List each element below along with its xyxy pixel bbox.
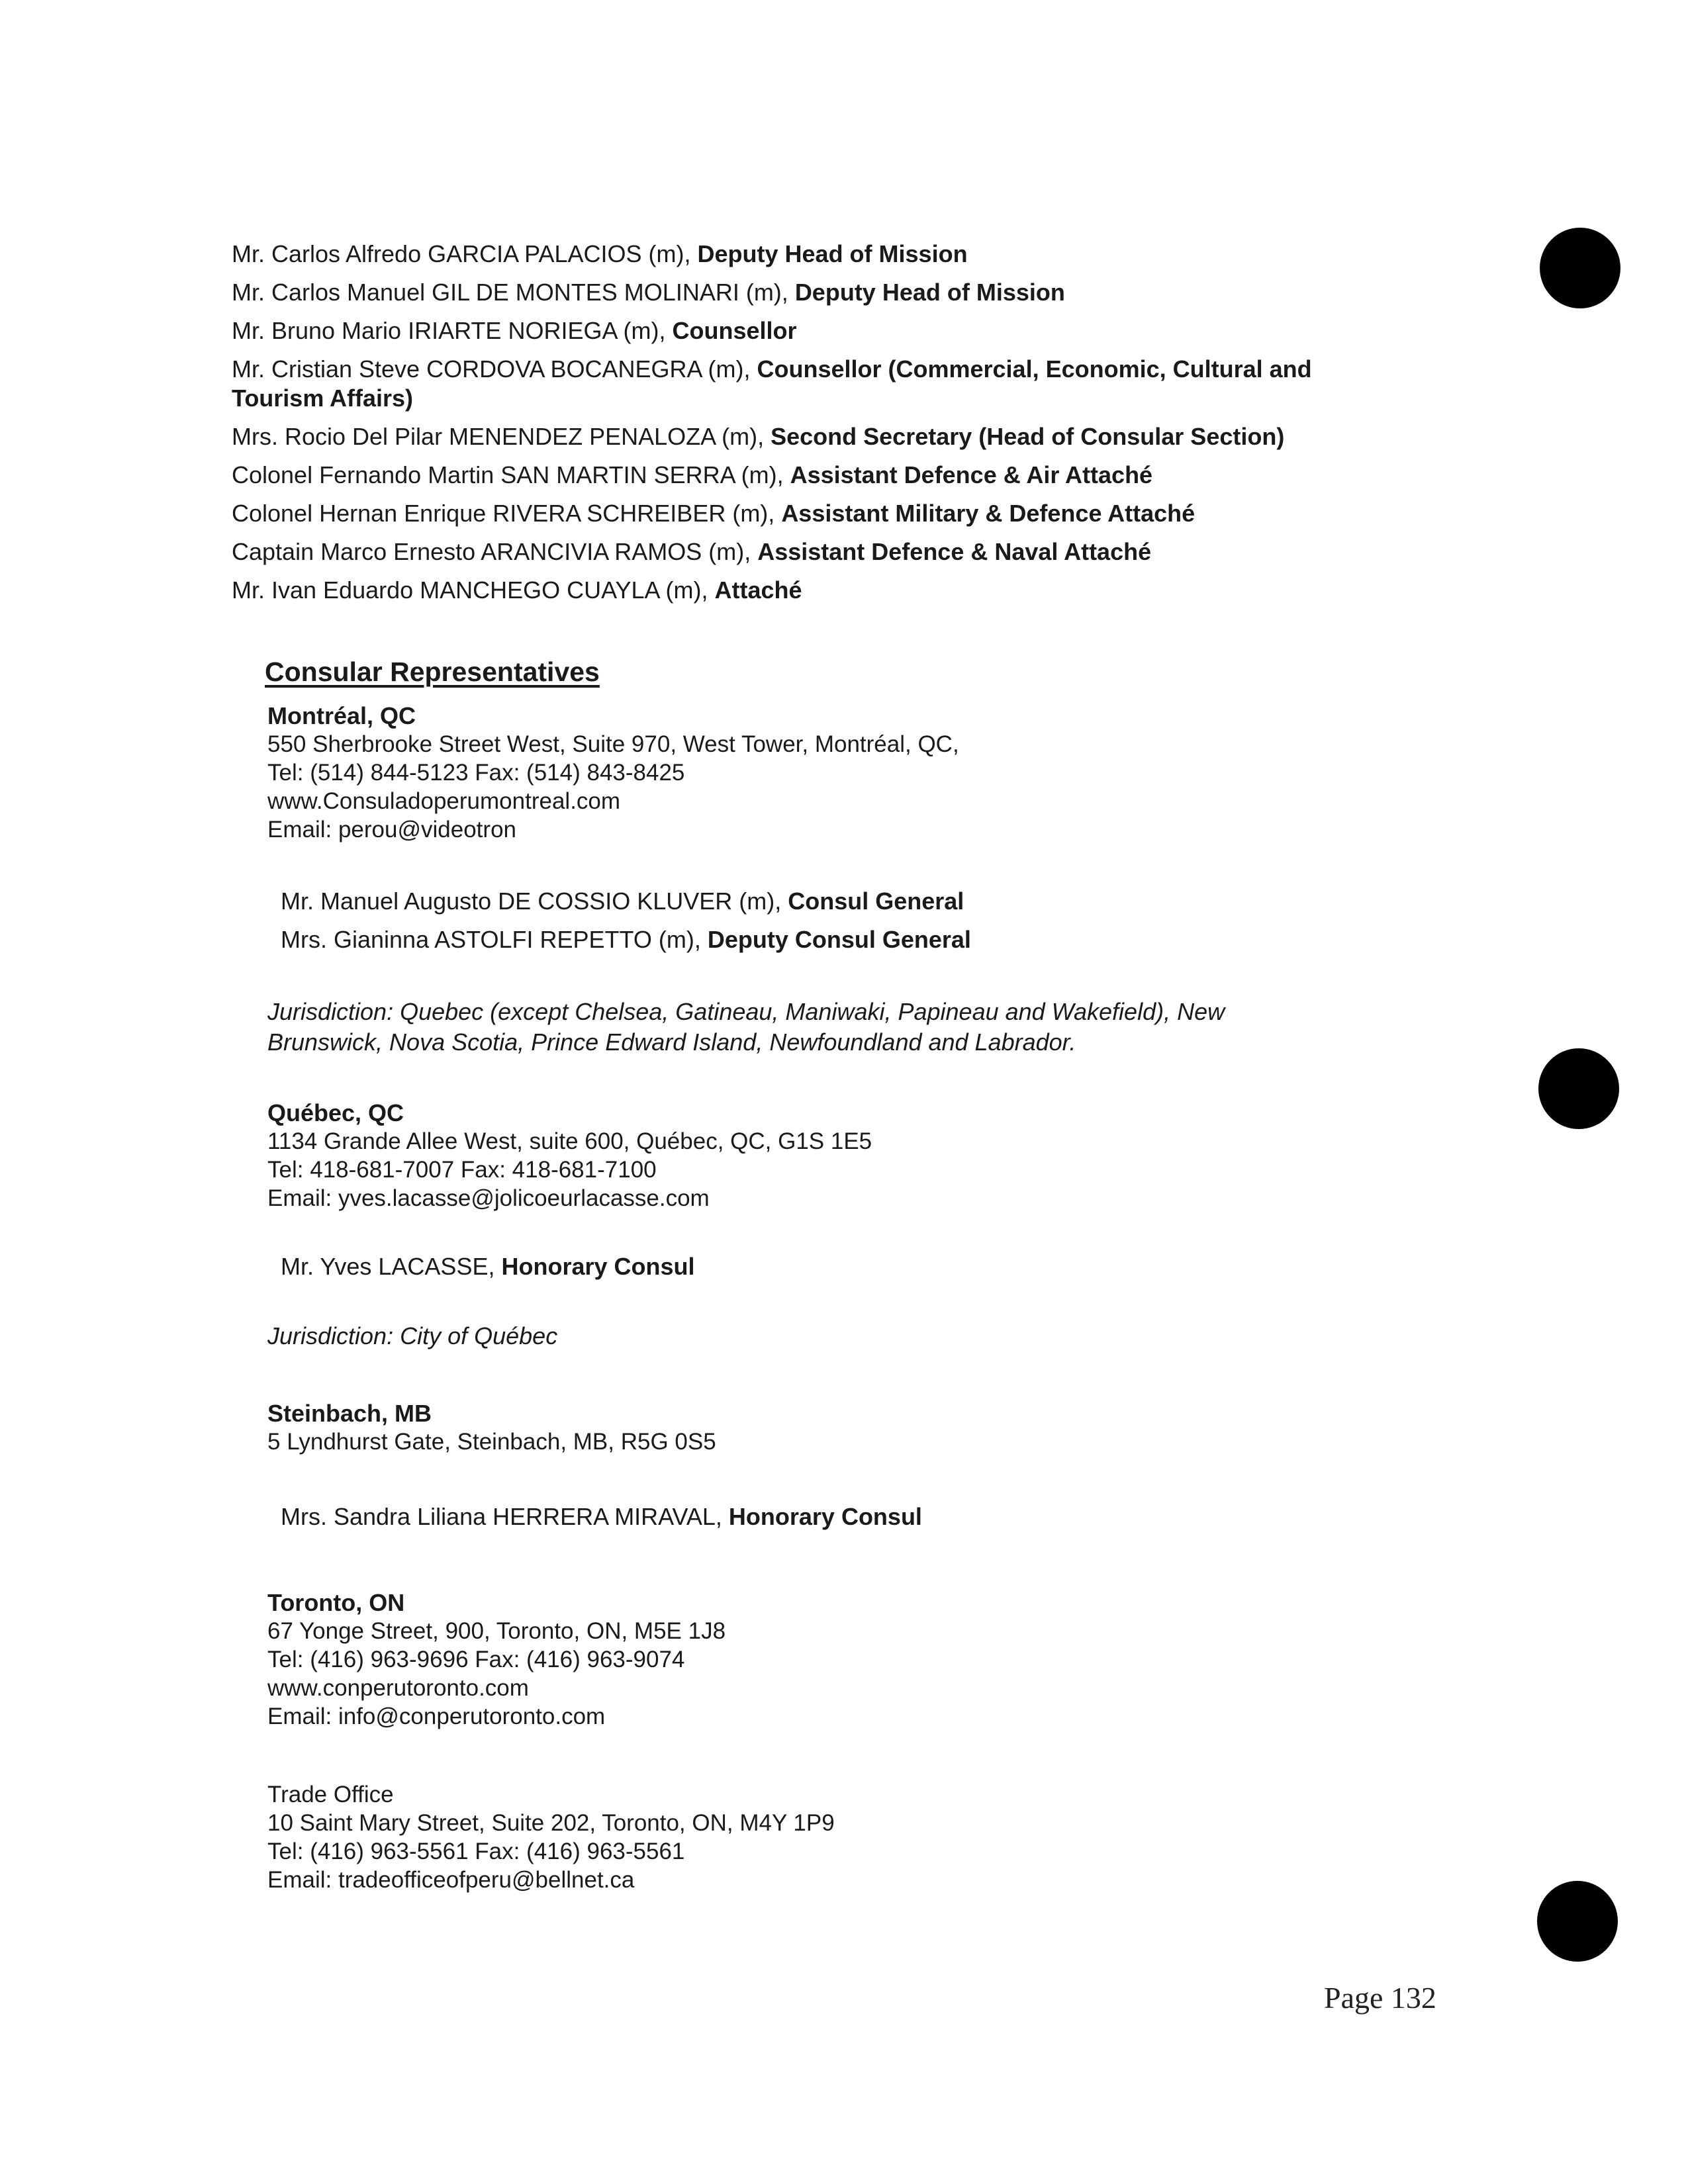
- official-name: Mrs. Gianinna ASTOLFI REPETTO (m),: [281, 926, 708, 953]
- mission-staff-list: [232, 240, 1357, 614]
- staff-title: Assistant Military & Defence Attaché: [781, 500, 1196, 527]
- staff-title: Deputy Head of Mission: [697, 240, 968, 267]
- steinbach-address-block: [267, 1399, 716, 1456]
- staff-title: Assistant Defence & Naval Attaché: [757, 538, 1152, 565]
- punch-hole: [1538, 1048, 1619, 1129]
- official-title: Honorary Consul: [728, 1503, 922, 1530]
- staff-name: Colonel Fernando Martin SAN MARTIN SERRA (m),: [232, 461, 790, 488]
- address-line: 1134 Grande Allee West, suite 600, Québec, QC, G1S 1E5: [267, 1128, 872, 1154]
- staff-title: Attaché: [714, 576, 802, 604]
- punch-hole: [1537, 1881, 1618, 1962]
- trade-office-block: [267, 1780, 835, 1894]
- staff-entry: [232, 537, 1357, 567]
- phone-fax-line: Tel: (416) 963-5561 Fax: (416) 963-5561: [267, 1839, 685, 1864]
- address-line: 67 Yonge Street, 900, Toronto, ON, M5E 1J8: [267, 1618, 726, 1644]
- staff-name: Mr. Cristian Steve CORDOVA BOCANEGRA (m),: [232, 355, 757, 383]
- city-heading: Montréal, QC: [267, 702, 416, 729]
- staff-entry: [232, 355, 1357, 413]
- email-line: Email: perou@videotron: [267, 817, 516, 842]
- staff-entry: [232, 576, 1357, 605]
- staff-entry: [232, 461, 1357, 490]
- official-title: Consul General: [788, 887, 964, 915]
- trade-office-label: Trade Office: [267, 1782, 394, 1807]
- email-line: Email: yves.lacasse@jolicoeurlacasse.com: [267, 1185, 710, 1211]
- staff-entry: [232, 499, 1357, 528]
- staff-entry: [232, 422, 1357, 451]
- address-line: 5 Lyndhurst Gate, Steinbach, MB, R5G 0S5: [267, 1429, 716, 1455]
- toronto-address-block: [267, 1588, 726, 1731]
- staff-name: Mr. Bruno Mario IRIARTE NORIEGA (m),: [232, 317, 673, 344]
- address-line: 10 Saint Mary Street, Suite 202, Toronto, ON, M4Y 1P9: [267, 1810, 835, 1836]
- punch-hole: [1540, 228, 1620, 308]
- website-link[interactable]: www.conperutoronto.com: [267, 1675, 529, 1701]
- staff-title: Deputy Head of Mission: [794, 279, 1065, 306]
- staff-name: Mr. Ivan Eduardo MANCHEGO CUAYLA (m),: [232, 576, 715, 604]
- montreal-jurisdiction: Jurisdiction: Quebec (except Chelsea, Gatineau, Maniwaki, Papineau and Wakefield), New Brunswick, Nova Scotia, Prince Edward Island, Newfoundland and Labrador.: [267, 998, 1225, 1056]
- official-entry: [281, 925, 971, 954]
- website-link[interactable]: www.Consuladoperumontreal.com: [267, 788, 621, 814]
- consular-representatives-heading: Consular Representatives: [265, 657, 600, 687]
- staff-name: Mr. Carlos Alfredo GARCIA PALACIOS (m),: [232, 240, 698, 267]
- phone-fax-line: Tel: (416) 963-9696 Fax: (416) 963-9074: [267, 1647, 685, 1672]
- city-heading: Steinbach, MB: [267, 1400, 432, 1427]
- city-heading: Toronto, ON: [267, 1589, 405, 1616]
- phone-fax-line: Tel: 418-681-7007 Fax: 418-681-7100: [267, 1157, 657, 1183]
- quebec-jurisdiction: Jurisdiction: City of Québec: [267, 1322, 558, 1349]
- staff-name: Captain Marco Ernesto ARANCIVIA RAMOS (m),: [232, 538, 758, 565]
- official-name: Mrs. Sandra Liliana HERRERA MIRAVAL,: [281, 1503, 729, 1530]
- staff-entry: [232, 316, 1357, 345]
- quebec-officials: [281, 1252, 695, 1291]
- quebec-address-block: [267, 1099, 872, 1212]
- official-name: Mr. Manuel Augusto DE COSSIO KLUVER (m),: [281, 887, 788, 915]
- staff-entry: [232, 278, 1357, 307]
- staff-entry: [232, 240, 1357, 269]
- official-entry: [281, 887, 971, 916]
- email-line: Email: info@conperutoronto.com: [267, 1704, 606, 1729]
- staff-name: Colonel Hernan Enrique RIVERA SCHREIBER (m),: [232, 500, 782, 527]
- official-entry: [281, 1252, 695, 1281]
- phone-fax-line: Tel: (514) 844-5123 Fax: (514) 843-8425: [267, 760, 685, 786]
- staff-name: Mrs. Rocio Del Pilar MENENDEZ PENALOZA (m),: [232, 423, 771, 450]
- page-number: Page 132: [1324, 1981, 1436, 2015]
- city-heading: Québec, QC: [267, 1099, 404, 1126]
- official-name: Mr. Yves LACASSE,: [281, 1253, 502, 1280]
- official-title: Honorary Consul: [501, 1253, 695, 1280]
- staff-name: Mr. Carlos Manuel GIL DE MONTES MOLINARI (m),: [232, 279, 795, 306]
- steinbach-officials: [281, 1502, 922, 1541]
- email-line: Email: tradeofficeofperu@bellnet.ca: [267, 1867, 635, 1893]
- staff-title: Counsellor (Commercial, Economic, Cultural and Tourism Affairs): [232, 355, 1312, 412]
- address-line: 550 Sherbrooke Street West, Suite 970, West Tower, Montréal, QC,: [267, 731, 959, 757]
- staff-title: Second Secretary (Head of Consular Section): [771, 423, 1285, 450]
- montreal-officials: [281, 887, 971, 964]
- staff-title: Counsellor: [672, 317, 797, 344]
- montreal-address-block: [267, 702, 959, 844]
- official-entry: [281, 1502, 922, 1531]
- official-title: Deputy Consul General: [707, 926, 971, 953]
- staff-title: Assistant Defence & Air Attaché: [790, 461, 1153, 488]
